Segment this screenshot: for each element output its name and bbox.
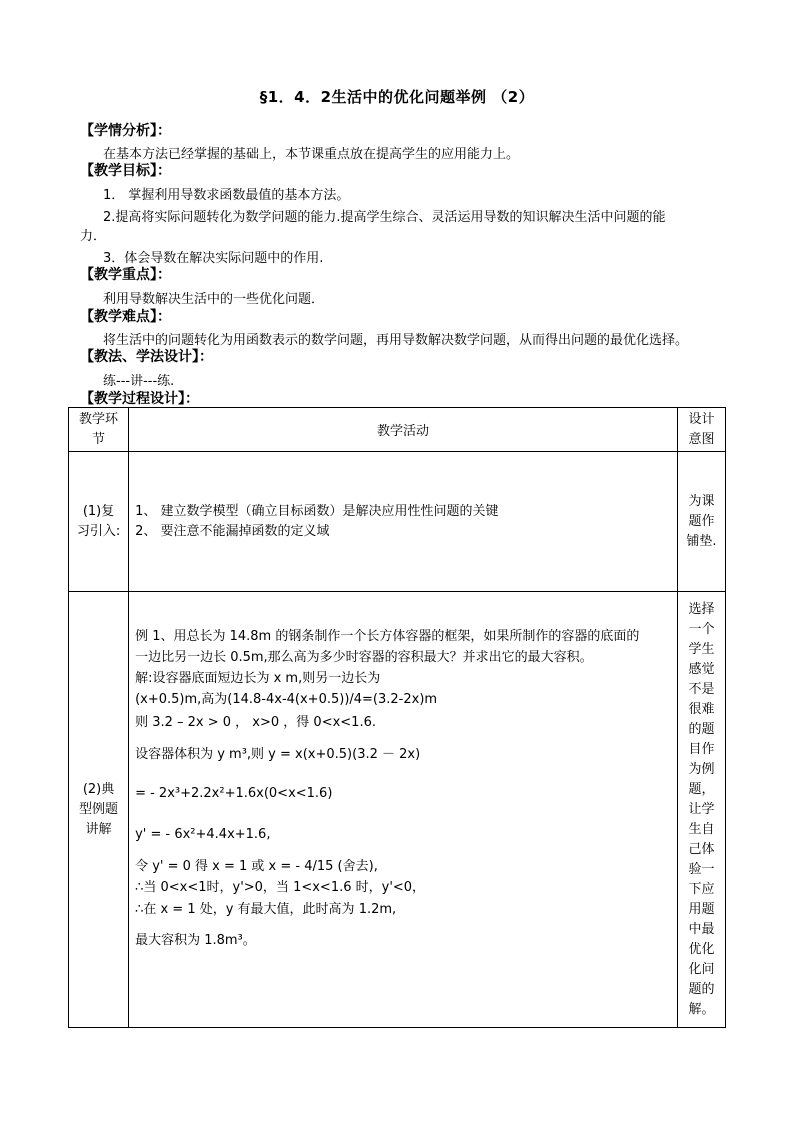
intent-line: 验一 xyxy=(688,861,715,877)
row-intent xyxy=(677,452,725,592)
activity-line: 1、 建立数学模型（确立目标函数）是解决应用性性问题的关键 xyxy=(135,503,499,519)
segment-line: 型例题 xyxy=(79,801,119,817)
section-text-method: 练---讲---练. xyxy=(103,374,175,389)
intent-line: 己体 xyxy=(688,841,715,857)
intent-line: 为课 xyxy=(688,493,715,509)
activity-line: y' = - 6x²+4.4x+1.6, xyxy=(135,827,271,842)
intent-line: 化问 xyxy=(688,961,715,977)
process-table xyxy=(68,407,726,1028)
intent-line: 铺垫. xyxy=(686,533,717,549)
table-header-row xyxy=(69,408,726,452)
row-segment xyxy=(69,592,129,1028)
row-activity xyxy=(129,592,678,1028)
section-heading-goals: 【教学目标】： xyxy=(80,163,171,179)
goal-line-2-cont: 力． xyxy=(80,229,107,244)
activity-line: 则 3.2 – 2x > 0 ， x>0 ，得 0<x<1.6. xyxy=(135,715,376,730)
row-intent xyxy=(677,592,725,1028)
segment-line: (2)典 xyxy=(82,781,115,797)
intent-line: 生自 xyxy=(688,821,715,837)
section-text-analysis: 在基本方法已经掌握的基础上，本节课重点放在提高学生的应用能力上。 xyxy=(103,147,520,162)
segment-line: (1)复 xyxy=(82,503,115,519)
activity-line: 2、 要注意不能漏掉函数的定义域 xyxy=(135,523,330,539)
header-intent-line: 意图 xyxy=(688,431,715,447)
section-text-keypoint: 利用导数解决生活中的一些优化问题． xyxy=(103,292,325,307)
intent-line: 一个 xyxy=(688,621,715,637)
section-heading-process: 【教学过程设计】： xyxy=(80,391,199,407)
row-activity xyxy=(129,452,678,592)
activity-line: 设容器体积为 y m³,则 y = x(x+0.5)(3.2 － 2x) xyxy=(135,747,421,762)
segment-line: 习引入: xyxy=(76,523,121,539)
section-heading-method: 【教法、学法设计】： xyxy=(80,349,213,365)
intent-line: 的题 xyxy=(688,721,715,737)
row-segment xyxy=(69,452,129,592)
activity-line: 一边比另一边长 0.5m,那么高为多少时容器的容积最大？并求出它的最大容积。 xyxy=(135,650,593,665)
activity-line: = - 2x³+2.2x²+1.6x(0<x<1.6) xyxy=(135,786,333,801)
page-title: §1．4．2生活中的优化问题举例 （2） xyxy=(259,88,535,106)
intent-line: 让学 xyxy=(688,801,715,817)
intent-line: 目作 xyxy=(688,741,715,757)
header-segment-line: 教学环 xyxy=(79,411,119,427)
section-heading-keypoint: 【教学重点】： xyxy=(80,267,171,283)
intent-line: 解。 xyxy=(688,1001,715,1017)
header-activity: 教学活动 xyxy=(129,408,678,452)
activity-line: 例 1、用总长为 14.8m 的钢条制作一个长方体容器的框架，如果所制作的容器的底面的 xyxy=(135,629,640,644)
intent-line: 为例 xyxy=(688,761,715,777)
header-segment-line: 节 xyxy=(92,431,106,447)
section-heading-difficulty: 【教学难点】： xyxy=(80,309,171,325)
header-intent-line: 设计 xyxy=(688,411,715,427)
intent-line: 题， xyxy=(688,781,715,797)
intent-line: 下应 xyxy=(688,881,715,897)
activity-line: 解:设容器底面短边长为 x m,则另一边长为 xyxy=(135,671,381,686)
activity-line: 最大容积为 1.8m³。 xyxy=(135,933,256,948)
goal-line-3: 3．体会导数在解决实际问题中的作用. xyxy=(103,251,324,266)
table-row xyxy=(69,452,726,592)
goal-line-2: 2.提高将实际问题转化为数学问题的能力.提高学生综合、灵活运用导数的知识解决生活中问题的能 xyxy=(103,210,666,225)
section-heading-analysis: 【学情分析】： xyxy=(80,123,171,139)
intent-line: 中最 xyxy=(688,921,715,937)
section-text-difficulty: 将生活中的问题转化为用函数表示的数学问题，再用导数解决数学问题，从而得出问题的最优化选择。 xyxy=(103,333,689,348)
activity-line: ∴在 x = 1 处，y 有最大值，此时高为 1.2m, xyxy=(135,902,397,917)
intent-line: 用题 xyxy=(688,901,715,917)
header-segment xyxy=(69,408,129,452)
header-intent xyxy=(677,408,725,452)
intent-line: 学生 xyxy=(688,641,715,657)
intent-line: 选择 xyxy=(688,601,715,617)
activity-line: ∴当 0<x<1时，y'>0，当 1<x<1.6 时，y'<0， xyxy=(135,880,426,895)
segment-line: 讲解 xyxy=(85,821,112,837)
intent-line: 感觉 xyxy=(688,661,715,677)
intent-line: 优化 xyxy=(688,941,715,957)
intent-line: 题作 xyxy=(688,513,715,529)
intent-line: 不是 xyxy=(688,681,715,697)
goal-line-1: 1． 掌握利用导数求函数最值的基本方法。 xyxy=(103,188,350,203)
table-row xyxy=(69,592,726,1028)
intent-line: 很难 xyxy=(688,701,715,717)
activity-line: 令 y' = 0 得 x = 1 或 x = - 4/15 (舍去), xyxy=(135,859,378,874)
activity-line: (x+0.5)m,高为(14.8-4x-4(x+0.5))/4=(3.2-2x)m xyxy=(135,692,438,707)
intent-line: 题的 xyxy=(688,981,715,997)
